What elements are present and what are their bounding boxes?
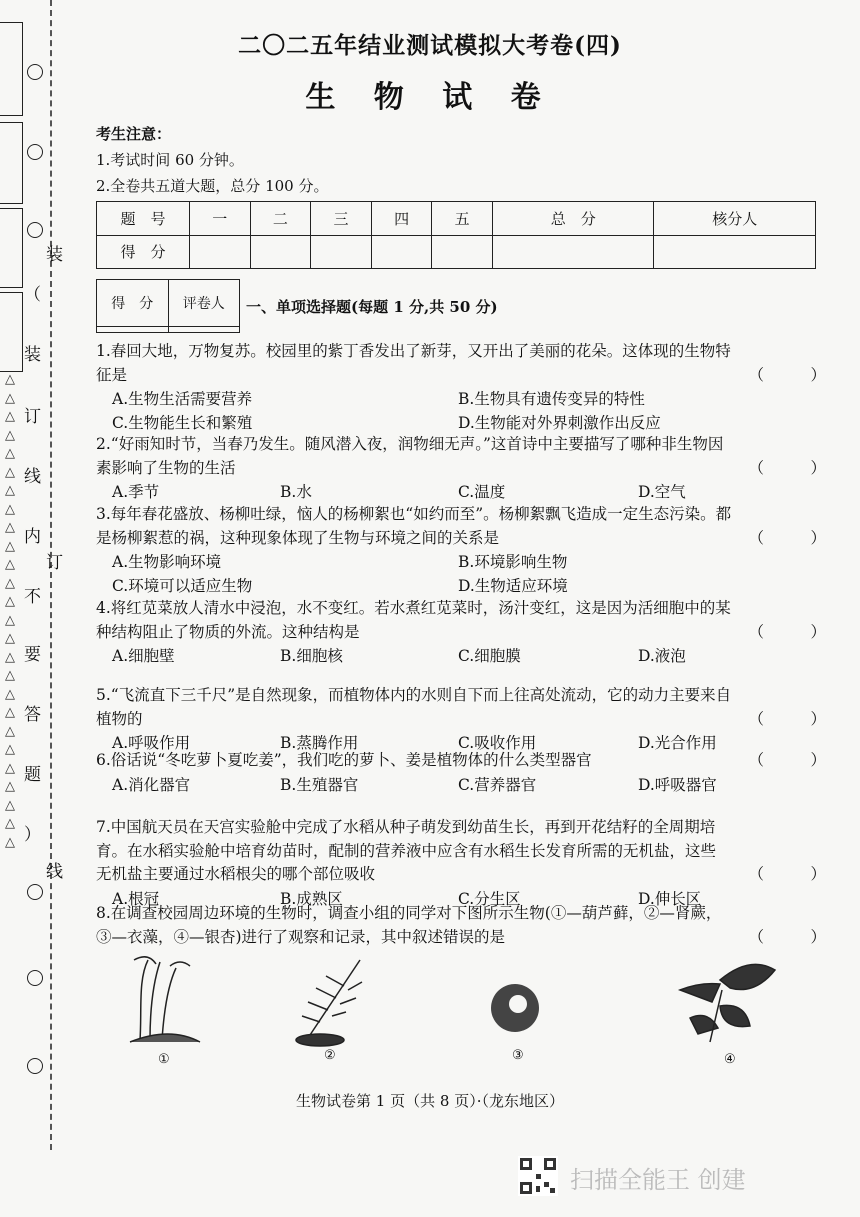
triangle-mark: △ — [5, 668, 15, 683]
exam-title: 二〇二五年结业测试模拟大考卷(四) — [238, 32, 622, 59]
binding-margin — [0, 0, 80, 1217]
score-cell[interactable] — [492, 235, 654, 269]
margin-box-fragment — [0, 122, 23, 204]
question-text: 征是 — [96, 365, 128, 384]
answer-blank[interactable]: （ ） — [748, 622, 826, 641]
figure-label: ② — [324, 1048, 336, 1063]
question-text-line — [96, 527, 826, 551]
question-1 — [96, 340, 826, 387]
triangle-mark: △ — [5, 705, 15, 720]
question-text-line — [96, 621, 826, 645]
question-text-line: 育。在水稻实验舱中培育幼苗时，配制的营养液中应含有水稻生长发育所需的无机盐，这些 — [96, 841, 717, 860]
triangle-mark: △ — [5, 779, 15, 794]
score-cell[interactable] — [371, 235, 432, 269]
binding-char: 订 — [46, 553, 63, 573]
option-a[interactable]: A.消化器官 — [112, 775, 191, 794]
figure-label: ③ — [512, 1048, 524, 1063]
question-4 — [96, 597, 826, 644]
option-b[interactable]: B.生殖器官 — [280, 775, 359, 794]
question-8-figure — [120, 950, 820, 1075]
algae-illustration — [491, 984, 539, 1032]
binding-hole-circle — [27, 970, 43, 986]
option-b[interactable]: B.生物具有遗传变异的特性 — [458, 390, 645, 408]
triangle-mark: △ — [5, 446, 15, 461]
qr-code-icon — [518, 1156, 558, 1196]
question-text-line — [96, 749, 826, 773]
notice-heading: 考生注意： — [96, 125, 172, 143]
warning-char: 订 — [24, 407, 41, 427]
warning-char: 不 — [24, 587, 41, 607]
option-c[interactable]: C.温度 — [458, 483, 506, 501]
grader-score-cell[interactable] — [97, 326, 169, 332]
triangle-mark: △ — [5, 649, 15, 665]
question-text-line: 2.“好雨知时节，当春乃发生。随风潜入夜，润物细无声。”这首诗中主要描写了哪种非生物因 — [96, 435, 724, 453]
score-cell[interactable] — [311, 235, 372, 269]
question-3 — [96, 503, 826, 550]
score-table-header: 核分人 — [654, 202, 816, 236]
question-text-line — [96, 863, 826, 887]
binding-char: 线 — [46, 862, 63, 882]
question-text-line — [96, 457, 826, 481]
answer-blank[interactable]: （ ） — [748, 528, 826, 547]
triangle-mark: △ — [5, 409, 15, 424]
fern-illustration — [296, 960, 362, 1046]
grader-cell[interactable] — [168, 326, 240, 332]
moss-illustration — [130, 957, 200, 1042]
question-text-line: 5.“飞流直下三千尺”是自然现象，而植物体内的水则自下而上往高处流动，它的动力主要来自 — [96, 686, 732, 704]
question-text-line — [96, 708, 826, 732]
question-2 — [96, 433, 826, 480]
question-7 — [96, 816, 826, 887]
score-cell[interactable] — [432, 235, 493, 269]
triangle-mark: △ — [5, 834, 15, 850]
figure-label: ④ — [724, 1052, 736, 1067]
option-b[interactable]: B.水 — [280, 483, 312, 501]
question-text: 种结构阻止了物质的外流。这种结构是 — [96, 622, 360, 641]
question-text: 素影响了生物的生活 — [96, 458, 236, 477]
answer-blank[interactable]: （ ） — [748, 751, 826, 769]
triangle-mark: △ — [5, 760, 15, 776]
warning-char: 答 — [24, 705, 41, 725]
margin-box-fragment — [0, 208, 23, 288]
question-text-line — [96, 364, 826, 388]
triangle-mark: △ — [5, 390, 15, 406]
score-table-header: 一 — [190, 202, 251, 236]
option-d[interactable]: D.呼吸器官 — [638, 775, 717, 794]
answer-blank[interactable]: （ ） — [748, 927, 826, 946]
scanner-watermark: 扫描全能王 创建 — [570, 1166, 746, 1194]
option-a[interactable]: A.细胞壁 — [112, 647, 175, 665]
option-d[interactable]: D.液泡 — [638, 647, 686, 665]
option-b[interactable]: B.成熟区 — [280, 889, 343, 908]
warning-char: 线 — [24, 467, 41, 487]
answer-blank[interactable]: （ ） — [748, 709, 826, 728]
triangle-mark: △ — [5, 575, 15, 591]
option-d[interactable]: D.光合作用 — [638, 734, 717, 752]
triangle-mark: △ — [5, 538, 15, 554]
triangle-mark: △ — [5, 520, 15, 535]
option-a[interactable]: A.生物生活需要营养 — [112, 390, 253, 408]
question-text-line: 3.每年春花盛放、杨柳吐绿，恼人的杨柳絮也“如约而至”。杨柳絮飘飞造成一定生态污染。都 — [96, 505, 732, 523]
question-5 — [96, 684, 826, 731]
binding-hole-circle — [27, 1058, 43, 1074]
option-a[interactable]: A.季节 — [112, 483, 160, 501]
grader-score-label: 得 分 — [97, 280, 169, 327]
triangle-mark: △ — [5, 797, 15, 813]
option-d[interactable]: D.生物适应环境 — [458, 576, 568, 595]
ginkgo-illustration — [680, 964, 775, 1042]
binding-hole-circle — [27, 884, 43, 900]
question-text-line: 7.中国航天员在天宫实验舱中完成了水稻从种子萌发到幼苗生长，再到开花结籽的全周期培 — [96, 818, 716, 836]
question-text: 6.俗话说“冬吃萝卜夏吃姜”，我们吃的萝卜、姜是植物体的什么类型器官 — [96, 751, 592, 769]
triangle-mark: △ — [5, 816, 15, 831]
option-c[interactable]: C.生物能生长和繁殖 — [112, 413, 253, 432]
option-b[interactable]: B.环境影响生物 — [458, 553, 568, 571]
triangle-mark: △ — [5, 631, 15, 646]
question-text-line: 4.将红苋菜放人清水中浸泡，水不变红。若水煮红苋菜时，汤汁变红，这是因为活细胞中的某 — [96, 599, 731, 617]
score-table-header: 三 — [311, 202, 372, 236]
option-a[interactable]: A.呼吸作用 — [112, 734, 191, 752]
question-text: ③—衣藻，④—银杏)进行了观察和记录，其中叙述错误的是 — [96, 927, 506, 946]
answer-blank[interactable]: （ ） — [748, 458, 826, 477]
triangle-mark: △ — [5, 594, 15, 609]
question-text-line — [96, 926, 826, 950]
triangle-mark: △ — [5, 372, 15, 387]
section-title: 一、单项选择题(每题 1 分,共 50 分) — [246, 298, 498, 316]
question-text-line: 8.在调查校园周边环境的生物时，调查小组的同学对下图所示生物(①—葫芦藓，②—肾蕨， — [96, 904, 722, 922]
notice-item: 2.全卷共五道大题，总分 100 分。 — [96, 177, 329, 195]
option-d[interactable]: D.伸长区 — [638, 889, 702, 908]
option-c[interactable]: C.分生区 — [458, 889, 521, 908]
figure-label: ① — [158, 1052, 170, 1067]
question-text-line: 1.春回大地，万物复苏。校园里的紫丁香发出了新芽，又开出了美丽的花朵。这体现的生物特 — [96, 342, 731, 360]
triangle-mark: △ — [5, 464, 15, 480]
score-table-header: 题 号 — [97, 202, 190, 236]
answer-blank[interactable]: （ ） — [748, 865, 826, 883]
option-c[interactable]: C.营养器官 — [458, 775, 537, 794]
grader-table — [96, 279, 240, 333]
binding-hole-circle — [27, 222, 43, 238]
warning-char: 题 — [24, 765, 41, 785]
score-cell[interactable] — [190, 235, 251, 269]
option-b[interactable]: B.蒸腾作用 — [280, 734, 359, 752]
option-d[interactable]: D.生物能对外界刺激作出反应 — [458, 413, 661, 432]
answer-blank[interactable]: （ ） — [748, 365, 826, 384]
triangle-mark: △ — [5, 427, 15, 443]
score-row-label: 得 分 — [97, 235, 190, 269]
option-b[interactable]: B.细胞核 — [280, 647, 343, 665]
triangle-mark: △ — [5, 686, 15, 702]
triangle-mark: △ — [5, 483, 15, 498]
question-8 — [96, 902, 826, 949]
grader-label: 评卷人 — [168, 280, 240, 327]
option-d[interactable]: D.空气 — [638, 483, 686, 501]
option-a[interactable]: A.根冠 — [112, 889, 160, 908]
subject-title: 生 物 试 卷 — [305, 80, 555, 115]
score-cell[interactable] — [250, 235, 311, 269]
score-table-header: 二 — [250, 202, 311, 236]
binding-dashed-line — [50, 0, 52, 1150]
option-c[interactable]: C.细胞膜 — [458, 647, 521, 665]
binding-char: 装 — [46, 245, 63, 265]
option-c[interactable]: C.吸收作用 — [458, 734, 537, 752]
score-cell[interactable] — [654, 235, 816, 269]
question-text: 无机盐主要通过水稻根尖的哪个部位吸收 — [96, 865, 376, 883]
triangle-mark: △ — [5, 723, 15, 739]
question-text: 是杨柳絮惹的祸，这种现象体现了生物与环境之间的关系是 — [96, 528, 500, 547]
triangle-mark: △ — [5, 501, 15, 517]
page-footer: 生物试卷第 1 页（共 8 页）·（龙东地区） — [296, 1092, 564, 1110]
question-6 — [96, 749, 826, 773]
warning-char: 要 — [24, 645, 41, 665]
score-table-header: 四 — [371, 202, 432, 236]
warning-char: ） — [24, 825, 41, 845]
score-table — [96, 201, 816, 269]
margin-box-fragment — [0, 292, 23, 372]
triangle-mark: △ — [5, 742, 15, 757]
warning-char: 内 — [24, 527, 41, 547]
triangle-mark: △ — [5, 612, 15, 628]
option-a[interactable]: A.生物影响环境 — [112, 553, 222, 571]
binding-hole-circle — [27, 144, 43, 160]
option-c[interactable]: C.环境可以适应生物 — [112, 576, 253, 595]
score-table-header: 总 分 — [492, 202, 654, 236]
warning-char: 装 — [24, 345, 41, 365]
warning-char: （ — [24, 285, 41, 305]
triangle-mark: △ — [5, 557, 15, 572]
question-text: 植物的 — [96, 709, 143, 728]
notice-item: 1.考试时间 60 分钟。 — [96, 151, 244, 169]
score-table-header: 五 — [432, 202, 493, 236]
